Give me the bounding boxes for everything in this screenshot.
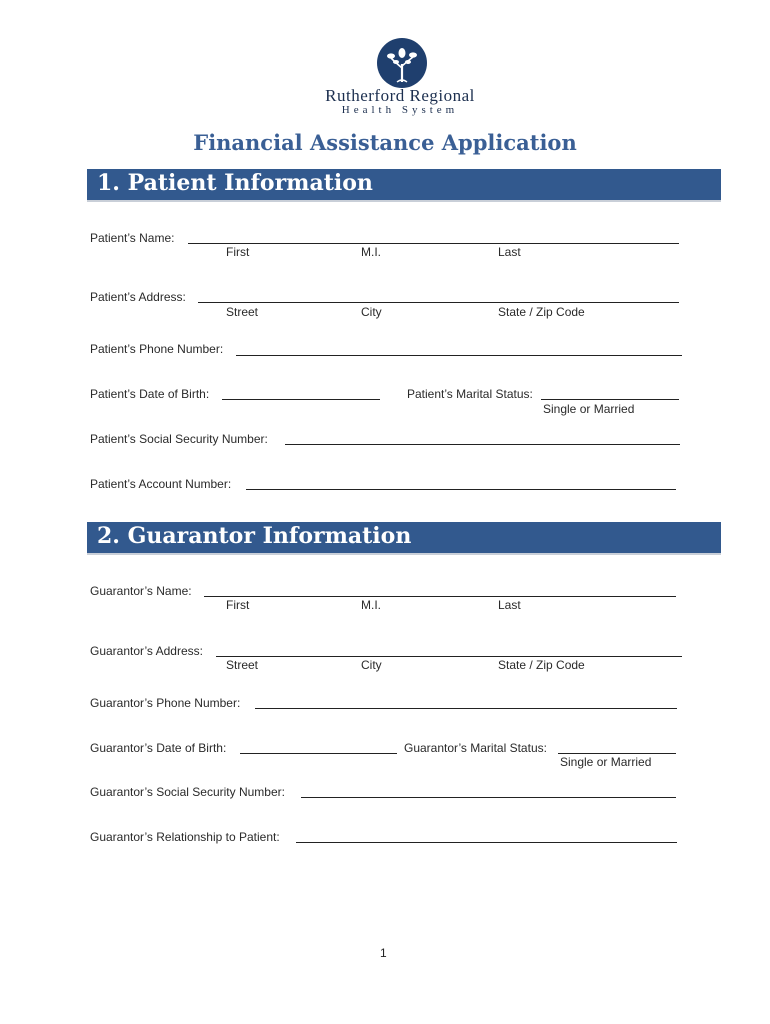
- guarantor-marital-label: Guarantor’s Marital Status:: [404, 741, 547, 755]
- patient-name-field[interactable]: [188, 243, 679, 244]
- patient-phone-field[interactable]: [236, 355, 682, 356]
- logo-tree-icon: [377, 38, 427, 88]
- guarantor-name-field[interactable]: [204, 596, 676, 597]
- section-heading-guarantor: [87, 522, 721, 555]
- patient-marital-field[interactable]: [541, 399, 679, 400]
- patient-address-label: Patient’s Address:: [90, 290, 186, 304]
- section-heading-patient-text: 1. Patient Information: [97, 170, 373, 196]
- patient-address-statezip-hint: State / Zip Code: [498, 305, 585, 319]
- patient-name-mi-hint: M.I.: [361, 245, 381, 259]
- document-title: Financial Assistance Application: [193, 130, 577, 155]
- section-heading-patient: [87, 169, 721, 202]
- guarantor-name-first-hint: First: [226, 598, 250, 612]
- patient-address-field[interactable]: [198, 302, 679, 303]
- guarantor-ssn-field[interactable]: [301, 797, 676, 798]
- guarantor-marital-hint: Single or Married: [560, 755, 652, 769]
- patient-phone-label: Patient’s Phone Number:: [90, 342, 224, 356]
- patient-address-city-hint: City: [361, 305, 382, 319]
- guarantor-address-field[interactable]: [216, 656, 682, 657]
- guarantor-address-label: Guarantor’s Address:: [90, 644, 203, 658]
- org-subtitle: Health System: [341, 104, 459, 116]
- guarantor-address-city-hint: City: [361, 658, 382, 672]
- patient-ssn-label: Patient’s Social Security Number:: [90, 432, 268, 446]
- patient-dob-label: Patient’s Date of Birth:: [90, 387, 210, 401]
- guarantor-address-street-hint: Street: [226, 658, 259, 672]
- org-name: Rutherford Regional: [325, 86, 475, 105]
- guarantor-name-mi-hint: M.I.: [361, 598, 381, 612]
- page-number: 1: [380, 946, 387, 960]
- patient-marital-hint: Single or Married: [543, 402, 635, 416]
- guarantor-name-last-hint: Last: [498, 598, 521, 612]
- patient-name-last-hint: Last: [498, 245, 521, 259]
- guarantor-ssn-label: Guarantor’s Social Security Number:: [90, 785, 285, 799]
- section-heading-guarantor-text: 2. Guarantor Information: [97, 523, 412, 549]
- guarantor-relationship-label: Guarantor’s Relationship to Patient:: [90, 830, 280, 844]
- patient-account-field[interactable]: [246, 489, 676, 490]
- patient-address-street-hint: Street: [226, 305, 259, 319]
- guarantor-dob-label: Guarantor’s Date of Birth:: [90, 741, 227, 755]
- guarantor-address-statezip-hint: State / Zip Code: [498, 658, 585, 672]
- guarantor-name-label: Guarantor’s Name:: [90, 584, 192, 598]
- guarantor-marital-field[interactable]: [558, 753, 676, 754]
- patient-dob-field[interactable]: [222, 399, 380, 400]
- patient-name-label: Patient’s Name:: [90, 231, 175, 245]
- patient-marital-label: Patient’s Marital Status:: [407, 387, 533, 401]
- guarantor-phone-label: Guarantor’s Phone Number:: [90, 696, 241, 710]
- patient-name-first-hint: First: [226, 245, 250, 259]
- guarantor-phone-field[interactable]: [255, 708, 677, 709]
- patient-ssn-field[interactable]: [285, 444, 680, 445]
- guarantor-relationship-field[interactable]: [296, 842, 677, 843]
- patient-account-label: Patient’s Account Number:: [90, 477, 232, 491]
- guarantor-dob-field[interactable]: [240, 753, 397, 754]
